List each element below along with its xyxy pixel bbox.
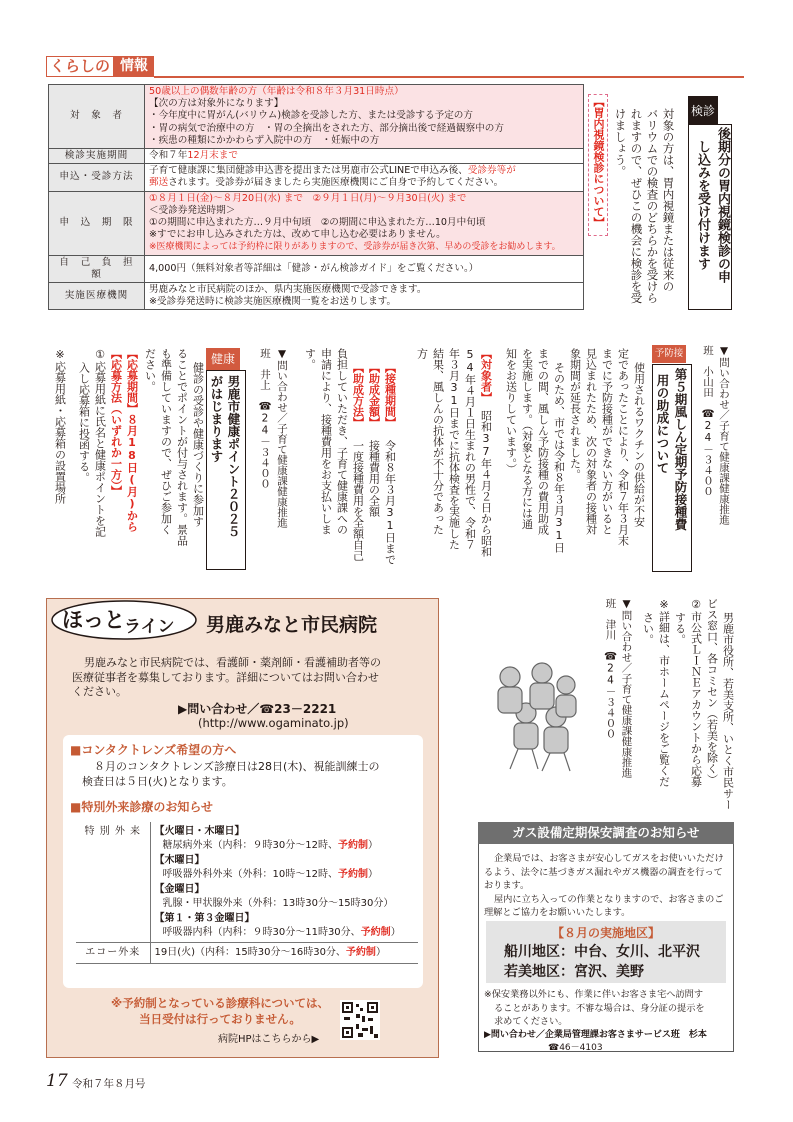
- health-tag: 健康: [206, 348, 240, 370]
- table-row: [49, 255, 584, 282]
- vaccine-body-line: 象期間が延長されました。: [568, 348, 582, 480]
- table-row: [49, 149, 584, 164]
- health-apply: [44, 348, 140, 578]
- health-apply-method: 【応募方法（いずれか一方）】: [109, 348, 123, 497]
- hospital-intro: [72, 656, 427, 700]
- gas-contact: ▶問い合わせ／企業局管理課お客さまサービス班 杉本: [484, 1030, 707, 1040]
- hospital-notice-line: 当日受付は行っておりません。: [139, 1012, 301, 1026]
- clinic-day: 【金曜日】: [154, 884, 205, 895]
- clinic-detail-end: ）: [367, 839, 378, 851]
- clinic-detail: 乳腺・甲状腺外来（外科：13時30分～15時30分）: [162, 897, 394, 909]
- vaccine-amount: 接種費用の全額: [367, 440, 381, 517]
- target-excluded-1: ・今年度中に胃がん(バリウム)検診を受診した方、または受診する予定の方: [149, 110, 473, 122]
- hospital-name: 男鹿みなと市民病院: [206, 614, 378, 636]
- hospital-intro-line: 男鹿みなと市民病院では、看護師・薬剤師・看護補助者等の: [84, 656, 381, 669]
- vaccine-amount-label: 【助成金額】: [367, 362, 381, 428]
- special-clinic-heading: ■特別外来診療のお知らせ: [70, 800, 213, 814]
- institution-text-1: 男鹿みなと市民病院のほか、県内実施医療機関で受診できます。: [149, 284, 427, 296]
- kenshin-heading-line1: 後期分の胃内視鏡検診の申: [715, 127, 730, 283]
- vaccine-target-line: 54年４月１日生まれの男性で、令和７: [463, 348, 477, 550]
- clinic-detail-end: ）: [375, 947, 386, 958]
- vaccine-body-line: 使用されるワクチンの供給が不安: [632, 362, 646, 527]
- deadline-dates: ①８月１日(金)～８月20日(水) まで ②９月１日(月)～９月30日(火) まで: [149, 192, 467, 204]
- kenshin-heading-line2: し込みを受け付けます: [695, 140, 710, 270]
- header-divider: [154, 76, 744, 78]
- institution-text-2: ※受診券発送時に検診実施医療機関一覧をお送りします。: [149, 296, 397, 308]
- deadline-warning: ※医療機関によっては予約枠に限りがありますので、受診券が届き次第、早めの受診をお勧めします。: [149, 242, 561, 253]
- vaccine-body-line: 知をお送りしています。）: [504, 348, 518, 475]
- vaccine-target-line: 昭和37年４月２日から昭和: [479, 410, 493, 557]
- table-row: [49, 283, 584, 310]
- reservation-badge: 予約制: [345, 947, 376, 958]
- deadline-note: ※すでにお申し込みされた方は、改めて申し込む必要はありません。: [149, 229, 446, 241]
- gas-note: [484, 988, 730, 1029]
- period-label: 検診実施期間: [49, 149, 145, 164]
- gas-title: ガス設備定期保安調査のお知らせ: [478, 822, 734, 844]
- vaccine-target-line: 方: [415, 348, 429, 359]
- kenshin-body-line: バリウムでの検査のどちらかを受けら: [645, 108, 660, 304]
- gas-body-line: 企業局では、お客さまが安心してガスをお使いいただけ: [494, 853, 724, 864]
- apply-text-1: 子育て健康課に集団健診申込書を提出または男鹿市公式LINEで申込み後、: [149, 165, 468, 177]
- kenshin-tag: 検診: [688, 96, 718, 124]
- deadline-cell: [145, 191, 584, 255]
- health-continued-line: ビス窓口、各コミセン（若美を除く）: [705, 598, 719, 785]
- hospital-hp-link[interactable]: 病院HPはこちらから▶: [218, 1034, 320, 1045]
- vaccine-tag: 予防接種: [652, 345, 686, 363]
- kenshin-body-line: けましょう。: [613, 108, 628, 177]
- health-body-line: ることでポイントが付与されます。景品: [175, 348, 189, 546]
- gas-note-line: ることがあります。不審な場合は、身分証の提示を: [494, 1002, 705, 1014]
- hospital-intro-line: 医療従事者を募集しております。詳細についてはお問い合わせ: [72, 670, 379, 684]
- gas-body-line: 理解とご協力をお願いいたします。: [484, 907, 631, 918]
- health-continued-line: する。: [673, 612, 687, 645]
- clinic-day: 【第１・第３金曜日】: [154, 913, 255, 924]
- contact-lens-text: [82, 760, 380, 789]
- institution-label: 実施医療機関: [49, 283, 145, 310]
- target-age: 50歳以上の偶数年齢の方（年齢は令和８年３月31日時点）: [149, 86, 404, 97]
- clinic-detail: 19日(火)（内科：15時30分～16時30分、: [154, 947, 346, 958]
- vaccine-contact-2: 班 井上 ☎24－３４００: [259, 348, 271, 489]
- fee-label: 自 己 負 担 額: [49, 255, 145, 282]
- special-clinic-cell: [150, 822, 418, 943]
- health-contact-1: ▼問い合わせ／子育て健康課健康推進: [620, 598, 633, 778]
- hospital-url[interactable]: (http://www.ogaminato.jp): [198, 716, 349, 730]
- gas-area-heading: 【８月の実施地区】: [551, 926, 660, 940]
- period-text-red: 12月末まで: [187, 150, 238, 162]
- vaccine-method-line: 負担していただき、子育て健康課への: [335, 348, 349, 535]
- vaccine-period-label: 【接種期間】: [383, 362, 397, 428]
- vaccine-heading-line2: 用の助成について: [655, 374, 670, 474]
- vaccine-target-line: 年３月31日までに抗体検査を実施した: [447, 348, 461, 550]
- vaccine-body-line: 見込まれたため、次の対象者の接種対: [584, 348, 598, 535]
- gas-note-line: ※保安業務以外にも、作業に伴いお客さま宅へ訪問す: [484, 989, 704, 1000]
- gas-note-line: 求めてください。: [494, 1016, 568, 1027]
- page-number: 17: [46, 1071, 68, 1091]
- fee-cell: 4,000円（無料対象者等詳細は「健診・がん検診ガイド」をご覧ください。）: [145, 255, 584, 282]
- deadline-sub-heading: ＜受診券発送時期＞: [149, 204, 236, 216]
- echo-clinic-cell: [150, 943, 418, 964]
- health-body: [140, 348, 206, 578]
- hospital-notice-line: ※予約制となっている診療科については、: [111, 996, 329, 1010]
- vaccine-method-label: 【助成方法】: [351, 362, 365, 428]
- clinic-detail-end: ）: [367, 868, 378, 880]
- vaccine-method-line: 一度接種費用を全額自己: [351, 440, 365, 561]
- target-label: 対 象 者: [49, 85, 145, 149]
- clinic-detail: 呼吸器外科外来（外科：10時～12時、: [162, 868, 338, 880]
- health-continued: [596, 598, 736, 812]
- apply-label: 申込・受診方法: [49, 164, 145, 191]
- contact-lens-line: 検査日は５日(火)となります。: [82, 774, 233, 788]
- target-excluded-heading: 【次の方は対象外になります】: [149, 98, 284, 110]
- apply-cell: [145, 164, 584, 191]
- walking-people-illustration: [470, 655, 592, 775]
- vaccine-contact-1: ▼問い合わせ／子育て健康課健康推進: [276, 348, 288, 528]
- kenshin-sub-heading: 【胃内視鏡検診について】: [592, 96, 605, 228]
- period-cell: [145, 149, 584, 164]
- table-row: [76, 822, 418, 943]
- qr-code-icon[interactable]: [340, 1000, 380, 1040]
- clinic-detail: 糖尿病外来（内科：９時30分～12時、: [162, 839, 338, 851]
- section-header-kurashi: くらしの: [46, 56, 114, 77]
- contact-lens-heading: ■コンタクトレンズ希望の方へ: [70, 743, 237, 757]
- clinic-day: 【火曜日・木曜日】: [154, 826, 245, 837]
- vaccine-body-line: までに予防接種ができない方がいると: [600, 348, 614, 535]
- health-continued-line: さい。: [641, 612, 655, 645]
- vaccine-period: 令和８年３月31日まで: [383, 440, 397, 565]
- apply-text-2: されます。受診券が届きましたら実施医療機関にご自身で予約してください。: [168, 177, 504, 189]
- clinic-detail: 呼吸器内科（内科：９時30分～11時30分、: [162, 926, 361, 938]
- kenshin-table: [48, 84, 584, 310]
- deadline-label: 申 込 期 限: [49, 191, 145, 255]
- clinic-day: 【木曜日】: [154, 855, 205, 866]
- health-contact-2: 班 津川 ☎24－３４００: [604, 598, 617, 739]
- table-row: [76, 943, 418, 964]
- table-row: [49, 85, 584, 149]
- reservation-badge: 予約制: [337, 839, 368, 851]
- clinic-schedule-table: [76, 822, 418, 964]
- vaccine-target-line: 結果、風しんの抗体が不十分であった: [431, 348, 445, 535]
- reservation-badge: 予約制: [360, 926, 391, 938]
- vaccine-body-line: までの間、風しん予防接種の費用助成: [536, 348, 550, 535]
- vaccine-body-line: を実施します。（対象となる方には通: [520, 348, 534, 530]
- hotline-logo-text-1: ほっと: [62, 608, 125, 632]
- kenshin-body-line: れますので、ぜひこの機会に検診を受: [629, 108, 644, 304]
- gas-body-line: るよう、法令に基づきガス漏れやガス機器の調査を行って: [484, 866, 723, 878]
- apply-text-1-red: 受診券等が: [467, 165, 516, 177]
- institution-cell: [145, 283, 584, 310]
- vaccine-heading-line1: 第５期風しん定期予防接種費: [673, 368, 688, 531]
- vaccine-body-line: 定であったことにより、令和７年３月末: [616, 348, 630, 546]
- contact-top-1: ▼問い合わせ／子育て健康課健康推進: [718, 345, 730, 525]
- clinic-detail-end: ）: [390, 926, 401, 938]
- gas-body-line: 屋内に立ち入っての作業となりますので、お客さまのご: [494, 893, 724, 905]
- health-body-line: ださい。: [143, 348, 157, 392]
- vaccine-details: [298, 348, 398, 578]
- target-cell: [145, 85, 584, 149]
- vaccine-body: [495, 348, 645, 578]
- echo-clinic-label: エコー外来: [76, 943, 150, 964]
- health-continued-line: ②市公式ＬＩＮＥアカウントから応募: [689, 598, 703, 787]
- hospital-intro-line: ください。: [72, 685, 127, 698]
- vaccine-body-line: そのため、市では令和８年３月31日: [552, 362, 566, 553]
- gas-area-1: 船川地区：中台、女川、北平沢: [504, 944, 700, 960]
- health-apply-period: 【応募期間】８月18日(月)から: [125, 348, 139, 532]
- gas-tel: ☎46－4103: [548, 1043, 603, 1053]
- health-heading-line2: がはじまります: [209, 375, 224, 463]
- gas-body: [484, 852, 730, 920]
- vaccine-method-line: 申請により、接種費用をお支払いしま: [319, 348, 333, 535]
- hotline-logo-text-2: ライン: [124, 617, 175, 637]
- special-clinic-label: 特 別 外 来: [76, 822, 150, 943]
- vaccine-method-line: す。: [303, 348, 317, 370]
- table-row: [49, 164, 584, 191]
- hospital-notice: [100, 995, 340, 1027]
- health-continued-line: 男鹿市役所、若美支所、いとく市民サー: [721, 612, 735, 810]
- period-text: 令和７年: [149, 150, 188, 162]
- vaccine-target: [398, 348, 494, 578]
- section-header-jouhou: 情報: [114, 56, 154, 77]
- health-method-line: ①応募用紙に氏名と健康ポイントを記: [93, 348, 107, 537]
- gas-area-2: 若美地区：宮沢、美野: [504, 964, 644, 980]
- gas-body-line: おります。: [484, 880, 530, 891]
- health-method-line: 入し応募箱に投函する。: [77, 362, 91, 483]
- health-body-line: も準備していますので、ぜひご参加く: [159, 348, 173, 535]
- contact-lens-line: ８月のコンタクトレンズ診療日は28日(木)、視能訓練士の: [94, 760, 380, 773]
- vaccine-target-label: 【対象者】: [479, 348, 493, 403]
- deadline-ship-timing: ①の期間に申込まれた方…９月中旬頃 ②の期間に申込まれた方…10月中旬頃: [149, 217, 486, 229]
- target-excluded-2: ・胃の病気で治療中の方 ・胃の全摘出をされた方、部分摘出後で経過観察中の方: [149, 122, 504, 134]
- target-excluded-3: ・疾患の種類にかかわらず入院中の方 ・妊娠中の方: [149, 134, 380, 146]
- contact-top-2: 班 小山田 ☎24－３４００: [702, 345, 714, 497]
- health-continued-line: ※詳細は、市ホームページをご覧くだ: [657, 598, 671, 787]
- health-body-line: 健診の受診や健康づくりに参加す: [191, 362, 205, 527]
- health-heading-line1: 男鹿市健康ポイント２０２５: [226, 375, 241, 538]
- issue-date: 令和７年８月号: [72, 1078, 146, 1090]
- kenshin-body-line: 対象の方は、胃内視鏡または従来の: [661, 108, 676, 292]
- table-row: [49, 191, 584, 255]
- health-note: ※応募用紙・応募箱の設置場所: [53, 348, 67, 504]
- hospital-contact: ▶問い合わせ／☎23－2221: [178, 702, 337, 716]
- apply-text-2-red: 郵送: [149, 177, 169, 189]
- reservation-badge: 予約制: [337, 868, 368, 880]
